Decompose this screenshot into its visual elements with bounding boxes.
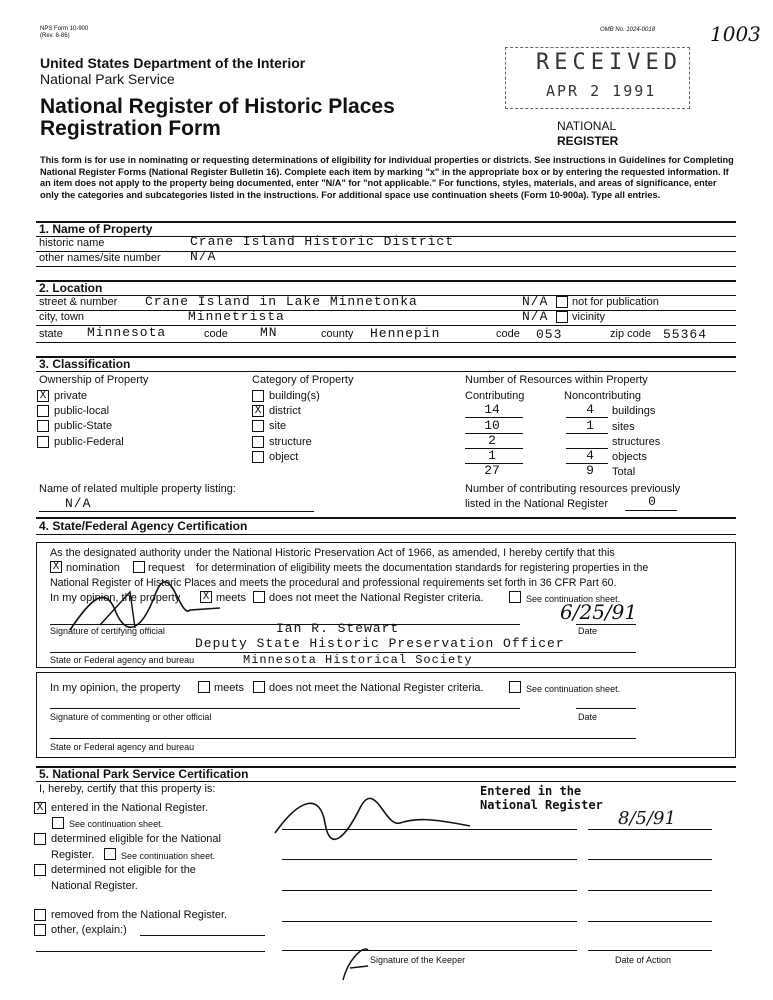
previously-listed-value[interactable]: 0 bbox=[648, 494, 656, 509]
contributing-count[interactable]: 14 bbox=[484, 402, 500, 417]
divider bbox=[36, 371, 736, 372]
certification-text-3: National Register of Historic Places and meets the procedural and professional requirements set forth in 36 CFR Part 60. bbox=[50, 577, 617, 589]
not-for-publication-checkbox[interactable] bbox=[556, 296, 568, 308]
stamp-national: NATIONAL bbox=[557, 119, 617, 133]
opinion-text-2: In my opinion, the property bbox=[50, 682, 181, 694]
previously-listed-label-2: listed in the National Register bbox=[465, 498, 609, 510]
historic-name-value[interactable]: Crane Island Historic District bbox=[190, 234, 455, 249]
underline bbox=[39, 511, 314, 512]
underline bbox=[282, 921, 577, 922]
city-label: city, town bbox=[39, 311, 85, 323]
category-label: building(s) bbox=[269, 390, 320, 402]
stamp-date: APR 2 1991 bbox=[546, 82, 657, 100]
department: United States Department of the Interior bbox=[40, 55, 306, 71]
handwritten-number: 1003 bbox=[710, 22, 761, 46]
category-title: Category of Property bbox=[252, 374, 354, 386]
section-1-heading: 1. Name of Property bbox=[39, 222, 153, 236]
noncontributing-count[interactable]: 4 bbox=[586, 448, 594, 463]
ownership-checkbox[interactable] bbox=[37, 420, 49, 432]
underline bbox=[588, 921, 712, 922]
ownership-label: public-Federal bbox=[54, 436, 124, 448]
divider bbox=[36, 342, 736, 343]
certification-text-1: As the designated authority under the National Historic Preservation Act of 1966, as amended, I hereby certify that this bbox=[50, 547, 615, 559]
county-value[interactable]: Hennepin bbox=[370, 326, 441, 341]
resource-type-label: sites bbox=[612, 421, 635, 433]
signature-label: Signature of certifying official bbox=[50, 626, 165, 636]
street-na[interactable]: N/A bbox=[522, 294, 549, 309]
state-code-label: code bbox=[204, 328, 228, 340]
nomination-label: nomination bbox=[66, 562, 120, 574]
resource-total-label: Total bbox=[612, 466, 636, 478]
stamp-register: REGISTER bbox=[557, 134, 619, 148]
certification-date[interactable]: 6/25/91 bbox=[560, 600, 638, 624]
resources-title: Number of Resources within Property bbox=[465, 374, 648, 386]
other-checkbox[interactable] bbox=[34, 924, 46, 936]
county-code-label: code bbox=[496, 328, 520, 340]
request-checkbox[interactable] bbox=[133, 561, 145, 573]
underline bbox=[140, 935, 265, 936]
meets-checkbox[interactable]: X bbox=[200, 591, 212, 603]
category-label: district bbox=[269, 405, 301, 417]
certification-text-2: for determination of eligibility meets the documentation standards for registering properties in the bbox=[196, 562, 649, 574]
omb-number: OMB No. 1024-0018 bbox=[600, 27, 656, 33]
meets-checkbox-2[interactable] bbox=[198, 681, 210, 693]
date-label: Date bbox=[578, 626, 598, 636]
noncontributing-total[interactable]: 9 bbox=[586, 463, 594, 478]
entered-label: entered in the National Register. bbox=[51, 802, 209, 814]
date-of-action-label: Date of Action bbox=[615, 955, 672, 965]
vicinity-label: vicinity bbox=[572, 311, 606, 323]
does-not-meet-label: does not meet the National Register criteria. bbox=[269, 592, 484, 604]
multiple-listing-label: Name of related multiple property listing: bbox=[39, 483, 236, 495]
nomination-checkbox[interactable]: X bbox=[50, 561, 62, 573]
section-2-heading: 2. Location bbox=[39, 281, 103, 295]
underline bbox=[282, 859, 577, 860]
does-not-meet-checkbox-2[interactable] bbox=[253, 681, 265, 693]
other-names-value[interactable]: N/A bbox=[190, 249, 217, 264]
keeper-signature-label: Signature of the Keeper bbox=[370, 955, 466, 965]
opinion-text: In my opinion, the property bbox=[50, 592, 181, 604]
not-eligible-label: determined not eligible for the bbox=[51, 864, 196, 876]
stamp-received-text: RECEIVED bbox=[536, 50, 682, 75]
agency-label: State or Federal agency and bureau bbox=[50, 655, 195, 665]
previously-listed-label: Number of contributing resources previously bbox=[465, 483, 681, 495]
contributing-total[interactable]: 27 bbox=[484, 463, 500, 478]
signature-label-2: Signature of commenting or other official bbox=[50, 712, 212, 722]
not-for-publication-label: not for publication bbox=[572, 296, 659, 308]
register-word: Register. bbox=[51, 849, 95, 861]
resource-type-label: structures bbox=[612, 436, 661, 448]
street-label: street & number bbox=[39, 296, 118, 308]
signer-name[interactable]: Ian R. Stewart bbox=[276, 621, 400, 636]
entered-stamp-2: National Register bbox=[480, 798, 603, 812]
zip-value[interactable]: 55364 bbox=[663, 327, 708, 342]
divider bbox=[36, 310, 736, 311]
state-value[interactable]: Minnesota bbox=[87, 325, 167, 340]
ownership-label: private bbox=[54, 390, 88, 402]
meets-label-2: meets bbox=[214, 682, 244, 694]
ownership-checkbox[interactable] bbox=[37, 405, 49, 417]
form-instructions: This form is for use in nominating or requesting determinations of eligibility for individual properties or districts. See instructions in Guidelines for Completing National Register Forms (National Register Bulletin 16). Complete each item by marking "x" in the appropriate box or by entering the requested information. If an item does not apply to the property being documented, enter "N/A" for "not applicable." For functions, styles, materials, and areas of significance, enter only the categories and subcategories listed in the instructions. For additional space use continuation sheets (Form 10-900a). Type all entries. bbox=[40, 155, 734, 200]
date-label-2: Date bbox=[578, 712, 598, 722]
form-revision: (Rev. 8-86) bbox=[40, 33, 70, 39]
nps-intro: I, hereby, certify that this property is: bbox=[39, 783, 216, 795]
does-not-meet-checkbox[interactable] bbox=[253, 591, 265, 603]
ownership-label: public-local bbox=[54, 405, 110, 417]
agency-label-2: State or Federal agency and bureau bbox=[50, 742, 195, 752]
keeper-signature-image bbox=[270, 788, 490, 848]
national-register-word: National Register. bbox=[51, 880, 138, 892]
category-checkbox[interactable] bbox=[252, 420, 264, 432]
removed-label: removed from the National Register. bbox=[51, 909, 228, 921]
underline bbox=[282, 950, 577, 951]
not-eligible-checkbox[interactable] bbox=[34, 864, 46, 876]
continuation-label: See continuation sheet. bbox=[526, 594, 621, 604]
underline bbox=[588, 890, 712, 891]
underline bbox=[566, 433, 608, 434]
noncontributing-count[interactable]: 4 bbox=[586, 402, 594, 417]
underline bbox=[50, 708, 520, 709]
contributing-label: Contributing bbox=[465, 390, 525, 402]
underline bbox=[50, 738, 636, 739]
underline bbox=[625, 510, 677, 511]
section-5-heading: 5. National Park Service Certification bbox=[39, 767, 249, 781]
vicinity-checkbox[interactable] bbox=[556, 311, 568, 323]
underline bbox=[282, 829, 577, 830]
category-label: structure bbox=[269, 436, 312, 448]
category-label: object bbox=[269, 451, 299, 463]
section-3-heading: 3. Classification bbox=[39, 357, 131, 371]
category-checkbox[interactable] bbox=[252, 451, 264, 463]
entered-stamp-1: Entered in the bbox=[480, 784, 582, 798]
city-value[interactable]: Minnetrista bbox=[188, 309, 285, 324]
ownership-checkbox[interactable] bbox=[37, 436, 49, 448]
underline bbox=[588, 950, 712, 951]
ownership-checkbox[interactable]: X bbox=[37, 390, 49, 402]
other-names-label: other names/site number bbox=[39, 252, 161, 264]
divider bbox=[36, 266, 736, 267]
eligible-label: determined eligible for the National bbox=[51, 833, 221, 845]
divider bbox=[36, 280, 736, 282]
historic-name-label: historic name bbox=[39, 237, 105, 249]
continuation-checkbox-2[interactable] bbox=[509, 681, 521, 693]
noncontributing-label: Noncontributing bbox=[564, 390, 642, 402]
contributing-count[interactable]: 10 bbox=[484, 418, 500, 433]
keeper-date[interactable]: 8/5/91 bbox=[618, 808, 676, 829]
form-number: NPS Form 10-900 bbox=[40, 26, 89, 32]
multiple-listing-value[interactable]: N/A bbox=[65, 496, 92, 511]
contributing-count[interactable]: 1 bbox=[488, 448, 496, 463]
service: National Park Service bbox=[40, 71, 175, 87]
resource-type-label: objects bbox=[612, 451, 647, 463]
divider bbox=[36, 781, 736, 782]
signer-title[interactable]: Deputy State Historic Preservation Officer bbox=[195, 636, 565, 651]
request-label: request bbox=[148, 562, 185, 574]
continuation-checkbox[interactable] bbox=[509, 591, 521, 603]
meets-label: meets bbox=[216, 592, 246, 604]
zip-label: zip code bbox=[610, 328, 651, 340]
ownership-title: Ownership of Property bbox=[39, 374, 149, 386]
city-na[interactable]: N/A bbox=[522, 309, 549, 324]
ownership-label: public-State bbox=[54, 420, 113, 432]
category-label: site bbox=[269, 420, 287, 432]
category-checkbox[interactable] bbox=[252, 436, 264, 448]
county-label: county bbox=[321, 328, 354, 340]
section-4-heading: 4. State/Federal Agency Certification bbox=[39, 519, 248, 533]
entered-checkbox[interactable]: X bbox=[34, 802, 46, 814]
contributing-count[interactable]: 2 bbox=[488, 433, 496, 448]
continuation-label-2: See continuation sheet. bbox=[526, 684, 621, 694]
underline bbox=[588, 829, 712, 830]
form-title-1: National Register of Historic Places bbox=[40, 95, 395, 118]
category-checkbox[interactable] bbox=[252, 390, 264, 402]
noncontributing-count[interactable]: 1 bbox=[586, 418, 594, 433]
street-value[interactable]: Crane Island in Lake Minnetonka bbox=[145, 294, 418, 309]
continuation-checkbox-eligible[interactable] bbox=[104, 848, 116, 860]
category-checkbox[interactable]: X bbox=[252, 405, 264, 417]
underline bbox=[588, 859, 712, 860]
underline bbox=[576, 624, 636, 625]
removed-checkbox[interactable] bbox=[34, 909, 46, 921]
does-not-meet-label-2: does not meet the National Register criteria. bbox=[269, 682, 484, 694]
divider bbox=[36, 356, 736, 358]
county-code-value[interactable]: 053 bbox=[536, 327, 563, 342]
continuation-label-eligible: See continuation sheet. bbox=[121, 851, 216, 861]
received-stamp bbox=[505, 47, 690, 109]
resource-type-label: buildings bbox=[612, 405, 656, 417]
continuation-label-entered: See continuation sheet. bbox=[69, 819, 164, 829]
underline bbox=[576, 708, 636, 709]
other-label: other, (explain:) bbox=[51, 924, 127, 936]
state-code-value[interactable]: MN bbox=[260, 325, 278, 340]
state-label: state bbox=[39, 328, 63, 340]
divider bbox=[36, 534, 736, 535]
continuation-checkbox-entered[interactable] bbox=[52, 817, 64, 829]
underline bbox=[282, 890, 577, 891]
underline bbox=[36, 951, 265, 952]
form-title-2: Registration Form bbox=[40, 117, 221, 140]
agency-value[interactable]: Minnesota Historical Society bbox=[243, 653, 473, 667]
eligible-checkbox[interactable] bbox=[34, 833, 46, 845]
